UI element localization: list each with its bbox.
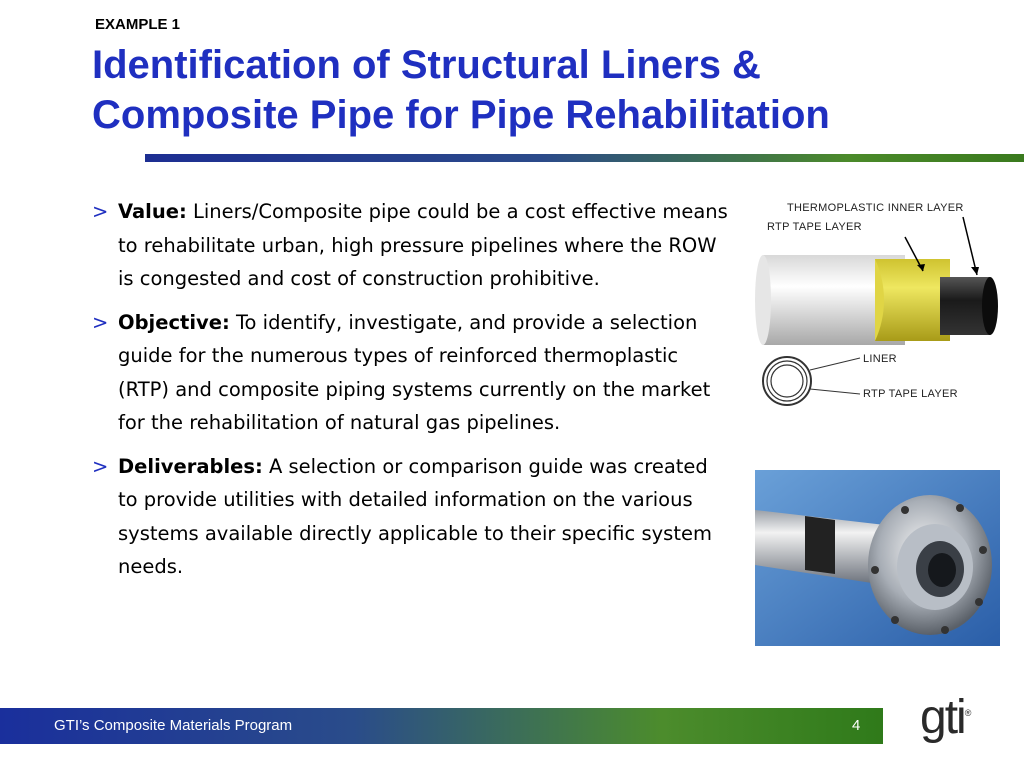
slide-title [92,40,992,140]
gti-logo [920,691,972,744]
label-rtp-tape-layer-bottom: RTP TAPE LAYER [863,388,958,400]
eyebrow-label: EXAMPLE 1 [95,16,181,33]
title-divider [145,154,1024,162]
bullet-list [92,195,732,594]
bullet-text: A selection or comparison guide was created to provide utilities with detailed information on the various systems available directly applicable to their specific system needs. [118,454,712,578]
bullet-marker: > [92,310,109,334]
footer-program-name: GTI’s Composite Materials Program [54,717,293,734]
logo-text: gti [920,691,965,744]
title-line-1: Identification of Structural Liners & [92,43,761,87]
bullet-label: Deliverables: [118,454,263,478]
bullet-label: Objective: [118,310,230,334]
flanged-pipe-photo [755,470,1000,646]
page-number: 4 [852,717,861,734]
bullet-objective [92,306,732,440]
label-rtp-tape-layer-top: RTP TAPE LAYER [767,221,862,233]
registered-mark: ® [964,708,972,718]
label-thermoplastic-inner-layer: THERMOPLASTIC INNER LAYER [787,202,964,214]
bullet-marker: > [92,200,109,223]
label-liner: LINER [863,353,897,365]
title-line-2: Composite Pipe for Pipe Rehabilitation [92,93,830,137]
bullet-marker: > [92,454,109,478]
bullet-deliverables [92,450,732,584]
bullet-value [92,195,732,296]
bullet-text: Liners/Composite pipe could be a cost effective means to rehabilitate urban, high pressure pipelines where the ROW is congested and cost of construction prohibitive. [118,200,728,290]
bullet-text: To identify, investigate, and provide a selection guide for the numerous types of reinforced thermoplastic (RTP) and composite piping systems currently on the market for the rehabilitation of natural gas pipelines. [118,310,711,434]
flange-image [755,470,1000,646]
bullet-label: Value: [118,200,187,223]
rtp-pipe-diagram [755,195,1000,410]
